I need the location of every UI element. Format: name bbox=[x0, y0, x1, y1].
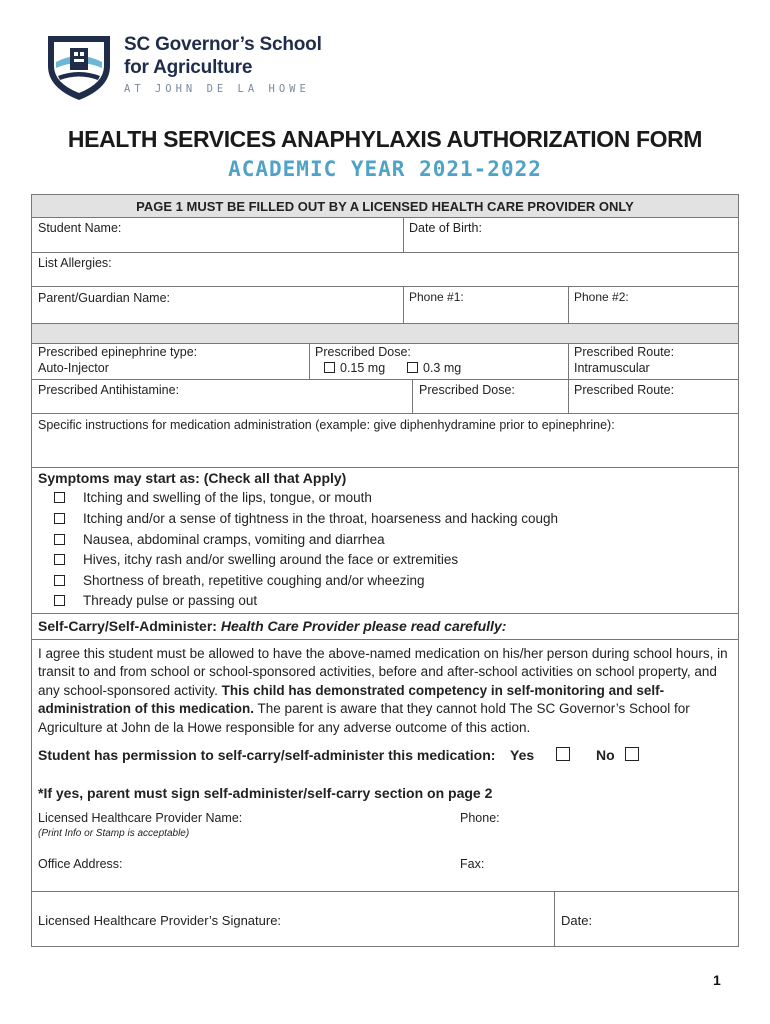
self-carry-heading: Self-Carry/Self-Administer: Health Care Provider please read carefully: bbox=[38, 618, 507, 634]
antihistamine-dose-field[interactable]: Prescribed Dose: bbox=[419, 383, 515, 397]
no-option[interactable]: No bbox=[596, 747, 644, 763]
provider-name-hint: (Print Info or Stamp is acceptable) bbox=[38, 828, 190, 839]
antihistamine-field[interactable]: Prescribed Antihistamine: bbox=[38, 383, 180, 397]
school-name-line1: SC Governor’s School bbox=[124, 34, 322, 55]
provider-name-field[interactable]: Licensed Healthcare Provider Name: bbox=[38, 811, 243, 825]
symptom-item[interactable]: Nausea, abdominal cramps, vomiting and diarrhea bbox=[54, 532, 385, 547]
agreement-paragraph: I agree this student must be allowed to have the above-named medication on his/her person during school hours, in transit to and from school or school-sponsored activities, before and after-school activities on school property, and any school-sponsored activity. This child has demonstrated competency in self-monitoring and self-administration of this medication. The parent is aware that they cannot hold The SC Governor’s School for Agriculture at John de la Howe responsible for any adverse outcome of this action. bbox=[38, 646, 728, 735]
spacer-shade bbox=[32, 323, 738, 343]
symptom-checkbox[interactable] bbox=[54, 595, 65, 606]
dose-03-checkbox[interactable] bbox=[407, 362, 418, 373]
epinephrine-type-label: Prescribed epinephrine type: bbox=[38, 345, 198, 359]
symptom-checkbox[interactable] bbox=[54, 554, 65, 565]
signature-field[interactable]: Licensed Healthcare Provider’s Signature: bbox=[38, 913, 282, 928]
epinephrine-dose-label: Prescribed Dose: bbox=[315, 345, 411, 359]
dose-option-015[interactable]: 0.15 mg bbox=[324, 361, 385, 375]
yes-checkbox[interactable] bbox=[556, 747, 570, 761]
date-field[interactable]: Date: bbox=[561, 913, 593, 928]
provider-only-banner: PAGE 1 MUST BE FILLED OUT BY A LICENSED HEALTH CARE PROVIDER ONLY bbox=[136, 199, 634, 214]
symptom-item[interactable]: Itching and/or a sense of tightness in the throat, hoarseness and hacking cough bbox=[54, 511, 558, 526]
parent-sign-note: *If yes, parent must sign self-administer/self-carry section on page 2 bbox=[38, 785, 493, 801]
permission-question: Student has permission to self-carry/self-administer this medication: bbox=[38, 747, 496, 763]
school-location: AT JOHN DE LA HOWE bbox=[124, 83, 310, 95]
school-name-line2: for Agriculture bbox=[124, 57, 253, 78]
symptom-checkbox[interactable] bbox=[54, 513, 65, 524]
date-of-birth-field[interactable]: Date of Birth: bbox=[409, 221, 482, 235]
student-name-field[interactable]: Student Name: bbox=[38, 221, 122, 235]
epinephrine-type-value: Auto-Injector bbox=[38, 361, 109, 375]
symptom-item[interactable]: Hives, itchy rash and/or swelling around the face or extremities bbox=[54, 552, 458, 567]
yes-option[interactable]: Yes bbox=[510, 747, 575, 763]
epinephrine-route-label: Prescribed Route: bbox=[574, 345, 675, 359]
symptom-item[interactable]: Itching and swelling of the lips, tongue, or mouth bbox=[54, 490, 372, 505]
fax-field[interactable]: Fax: bbox=[460, 857, 485, 871]
phone2-field[interactable]: Phone #2: bbox=[574, 290, 629, 304]
symptom-item[interactable]: Shortness of breath, repetitive coughing and/or wheezing bbox=[54, 573, 424, 588]
no-checkbox[interactable] bbox=[625, 747, 639, 761]
phone1-field[interactable]: Phone #1: bbox=[409, 290, 464, 304]
allergies-field[interactable]: List Allergies: bbox=[38, 256, 112, 270]
academic-year: ACADEMIC YEAR 2021-2022 bbox=[228, 157, 542, 181]
dose-option-03[interactable]: 0.3 mg bbox=[407, 361, 461, 375]
provider-phone-field[interactable]: Phone: bbox=[460, 811, 500, 825]
symptom-item[interactable]: Thready pulse or passing out bbox=[54, 593, 257, 608]
page-number: 1 bbox=[713, 972, 721, 988]
form-title: HEALTH SERVICES ANAPHYLAXIS AUTHORIZATION FORM bbox=[67, 126, 703, 152]
school-logo-icon bbox=[46, 32, 112, 102]
authorization-form bbox=[31, 194, 739, 947]
antihistamine-route-field[interactable]: Prescribed Route: bbox=[574, 383, 675, 397]
symptom-checkbox[interactable] bbox=[54, 575, 65, 586]
instructions-field[interactable]: Specific instructions for medication administration (example: give diphenhydramine prior to epinephrine): bbox=[38, 418, 615, 432]
parent-guardian-field[interactable]: Parent/Guardian Name: bbox=[38, 291, 171, 305]
symptom-checkbox[interactable] bbox=[54, 492, 65, 503]
symptom-checkbox[interactable] bbox=[54, 534, 65, 545]
symptoms-heading: Symptoms may start as: (Check all that Apply) bbox=[38, 470, 347, 486]
epinephrine-route-value: Intramuscular bbox=[574, 361, 650, 375]
dose-015-checkbox[interactable] bbox=[324, 362, 335, 373]
office-address-field[interactable]: Office Address: bbox=[38, 857, 123, 871]
